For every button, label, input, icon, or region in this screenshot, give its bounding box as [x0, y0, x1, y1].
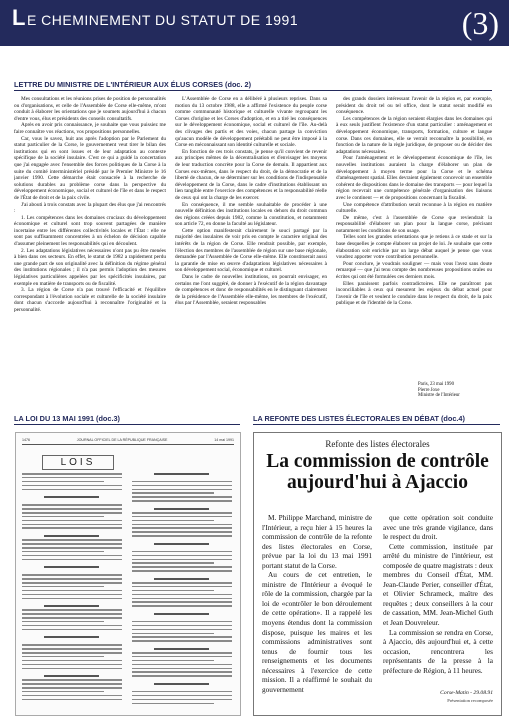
- journal-text-line: [22, 504, 122, 506]
- page-title: [12, 5, 299, 30]
- journal-text-line: [22, 485, 122, 487]
- paragraph: Telles sont les grandes orientations que je retiens à ce stade et sur la base desquelles je compte élaborer un projet de loi. Je souhaite que cette élaboration soit enrichie par un large débat auquel je pense que vous voudrez apporter votre contribution personnelle.: [336, 234, 492, 261]
- letter-column-1: [14, 96, 166, 418]
- paragraph: De même, c'est à l'assemblée de Corse que reviendrait la responsabilité d'élaborer un plan pour la langue corse, précisant notamment les conditions de son usage.: [336, 214, 492, 234]
- journal-text-line: [132, 617, 232, 619]
- journal-text-line: [22, 500, 122, 502]
- journal-text-line: [22, 633, 122, 635]
- clipping-headline: La commission de contrôle aujourd'hui à Ajaccio: [266, 451, 489, 493]
- journal-text-line: [132, 555, 232, 557]
- signature-date: Paris, 23 mai 1990: [418, 382, 454, 387]
- title-initial: L: [12, 5, 26, 30]
- journal-text-line: [132, 485, 232, 487]
- journal-text-line: [22, 609, 122, 611]
- journal-text-line: [132, 566, 232, 568]
- journal-text-line: [132, 660, 214, 662]
- journal-text-line: [132, 574, 232, 576]
- journal-date: 14 mai 1991: [214, 438, 234, 442]
- journal-page-number: 1476: [22, 438, 30, 442]
- journal-text-line: [44, 675, 99, 677]
- journal-text-line: [132, 594, 232, 596]
- journal-text-line: [22, 524, 122, 526]
- journal-header-rule: [22, 444, 234, 445]
- journal-text-line: [22, 539, 122, 541]
- journal-text-line: [132, 489, 232, 491]
- journal-text-line: [132, 582, 232, 584]
- journal-text-line: [22, 516, 104, 518]
- journal-text-line: [22, 687, 122, 689]
- law-heading-rule: [14, 424, 240, 425]
- journal-text-line: [22, 489, 122, 491]
- paragraph: Mes consultations et les réunions prises de position de personnalités ou d'organisations, et celle de l'Assemblée de Corse elle-même, m'ont conduit à élaborer les orientations que je soumets aujourd'hui à chacun d'entre vous, élus et présidents des conseils consultatifs.: [14, 96, 166, 122]
- paragraph: En conséquence, il me semble souhaitable de procéder à une nouvelle définition des institutions locales en dehors du droit commun des régions créées depuis 1982, comme la constitution, et notamment son article 72, en donne la faculté au législateur.: [175, 201, 327, 228]
- journal-text-line: [22, 699, 122, 701]
- paragraph: En fonction de ces trois constats, je pense qu'il convient de revenir aux principes mêmes de la décentralisation et d'envisager les moyens de leur traduction concrète pour la Corse de demain. Il appartient aux Corses eux-mêmes, dans le respect du droit, de la démocratie et de la liberté de chacun, de se déterminer sur les conditions de l'indispensable développement de la Corse, dans le cadre d'institutions établissant un lien tangible entre l'exercice des compétences et la responsabilité réelle de ceux qui ont la charge de les exercer.: [175, 148, 327, 201]
- journal-text-line: [22, 617, 122, 619]
- journal-text-line: [132, 625, 232, 627]
- journal-text-line: [132, 504, 232, 506]
- journal-column-right: [132, 473, 232, 709]
- journal-text-line: [22, 621, 104, 623]
- paragraph: Cette option manifesterait clairement le souci partagé par la majorité des insulaires de voir pris en compte le caractère original des intérêts de la région de Corse. Elle rendrait possible, par exemple, l'élection des membres de l'assemblée de région sur une base régionale, demandée par l'Assemblée de Corse elle-même. Elle constituerait aussi la garantie de mise en œuvre d'adaptations législatives nécessaires à son développement social, économique et culturel.: [175, 227, 327, 274]
- journal-text-line: [44, 535, 99, 537]
- journal-text-line: [22, 703, 122, 705]
- journal-text-line: [22, 629, 122, 631]
- journal-text-line: [22, 644, 122, 646]
- journal-text-line: [132, 496, 232, 498]
- journal-text-line: [132, 640, 232, 642]
- journal-text-line: [132, 524, 232, 526]
- debate-heading: LA REFONTE DES LISTES ÉLECTORALES EN DÉBAT (doc.4): [253, 414, 465, 423]
- page-number-badge: (3): [461, 5, 499, 41]
- journal-text-line: [132, 586, 232, 588]
- journal-text-line: [22, 531, 122, 533]
- title-text: E CHEMINEMENT DU STATUT DE 1991: [26, 12, 299, 28]
- journal-text-line: [22, 543, 122, 545]
- journal-text-line: [22, 594, 122, 596]
- paragraph: Pour conclure, je voudrais souligner — mais vous l'avez sans doute remarqué — que j'ai tenu compte des nombreuses propositions orales ou écrites qui ont été formulées ces derniers mois.: [336, 260, 492, 281]
- paragraph: Car, vous le savez, huit ans après l'adoption par le Parlement du statut particulier de la Corse, le gouvernement veut tirer le bilan des institutions qui en sont issues et de leur adaptation au contexte spécifique de la société insulaire. C'est ce qui a guidé la concertation que j'ai engagée avec l'ensemble des forces politiques de la Corse à la suite du comité interministériel présidé par le Premier Ministre le 16 janvier 1990. Cette démarche était consacrée à la recherche de solutions durables au problème corse dans la perspective du développement économique, social et culturel de l'île et dans le respect de l'État de droit et de la paix civile.: [14, 135, 166, 201]
- clipping-credit: Présentation recomposée: [447, 698, 493, 703]
- paragraph: L'Assemblée de Corse en a délibéré à plusieurs reprises. Dans sa motion du 13 octobre 1988, elle a affirmé l'existence du peuple corse comme communauté historique et culturelle vivante regroupant les Corses d'origine et les Corses d'adoption, et en a tiré les conséquences sur le développement économique, social et culturel de l'île. Au-delà des clivages des partis et des voies, chacun partage la conviction qu'aucun modèle de développement préétabli ne peut être imposé à la Corse en méconnaissant son identité culturelle et sociale.: [175, 96, 327, 149]
- journal-text-line: [22, 590, 122, 592]
- signature-name: Pierre Joxe: [418, 387, 440, 393]
- journal-text-line: [22, 551, 104, 553]
- journal-text-line: [22, 473, 122, 475]
- paragraph: Pour l'aménagement et le développement économique de l'île, les nouvelles institutions auraient la charge d'élaborer un plan de développement à moyen terme pour la Corse et le schéma d'aménagement spatial. Elles devraient également concevoir un ensemble cohérent de dispositions dans le domaine des transports — pour lequel la région recevrait une compétence générale d'organisation des liaisons avec le continent — et de propositions concernant la fiscalité.: [336, 155, 492, 201]
- letter-heading-rule: [14, 90, 492, 91]
- journal-text-line: [22, 582, 122, 584]
- journal-text-line: [154, 508, 209, 510]
- paragraph: Après en avoir pris connaissance, je souhaite que vous puissiez me faire connaître vos réactions, vos propositions personnelles.: [14, 122, 166, 135]
- journal-text-line: [22, 508, 122, 510]
- journal-header: [22, 438, 234, 442]
- journal-text-line: [22, 668, 122, 670]
- journal-text-line: [132, 671, 232, 673]
- journal-text-line: [132, 699, 232, 701]
- journal-text-line: [22, 648, 122, 650]
- page-header: [0, 0, 509, 46]
- journal-text-line: [132, 520, 214, 522]
- journal-text-line: [22, 683, 122, 685]
- journal-title: JOURNAL OFFICIEL DE LA RÉPUBLIQUE FRANÇAISE: [76, 438, 168, 442]
- journal-text-line: [154, 683, 209, 685]
- journal-text-line: [22, 679, 122, 681]
- lois-label: LOIS: [42, 455, 114, 470]
- journal-text-line: [22, 660, 122, 662]
- journal-text-line: [132, 516, 232, 518]
- clipping-column-right: [383, 513, 493, 675]
- journal-text-line: [132, 481, 232, 483]
- journal-text-line: [22, 574, 122, 576]
- journal-text-line: [132, 668, 232, 670]
- journal-text-line: [22, 640, 122, 642]
- journal-text-line: [132, 512, 232, 514]
- journal-text-line: [44, 605, 99, 607]
- journal-text-line: [154, 578, 209, 580]
- journal-text-line: [154, 613, 209, 615]
- clipping-column-left: [262, 513, 372, 694]
- journal-officiel-facsimile: [15, 432, 241, 716]
- debate-heading-rule: [253, 424, 500, 425]
- journal-text-line: [132, 656, 232, 658]
- paragraph: Au cours de cet entretien, le ministre de l'Intérieur a évoqué le rôle de la commission, chargée par la loi de «contrôler le bon déroulement de cette opération». Il a rappelé les moyens étendus dont la commission dispose, puisque les maires et les commissions administratives sont tenus de fournir tous les renseignements et les documents nécessaires à l'exercice de cette mission. Il a réaffirmé le souhait du gouvernement: [262, 570, 372, 694]
- journal-text-line: [22, 527, 122, 529]
- journal-text-line: [132, 477, 232, 479]
- law-heading: LA LOI DU 13 MAI 1991 (doc.3): [14, 414, 120, 423]
- journal-text-line: [22, 586, 104, 588]
- journal-text-line: [22, 598, 122, 600]
- paragraph: des grands dossiers intéressant l'avenir de la région et, par exemple, président du droit tel ou tel office, dont le statut serait modifié en conséquence.: [336, 96, 492, 116]
- paragraph: que cette opération soit conduite avec une très grande vigilance, dans le respect du droit.: [383, 513, 493, 542]
- paragraph: La commission se rendra en Corse, à Ajaccio, dès aujourd'hui et, à cette occasion, rencontrera les représentants de la presse à la préfecture de Région, à 11 heures.: [383, 627, 493, 675]
- journal-column-left: [22, 473, 122, 709]
- journal-text-line: [132, 664, 232, 666]
- journal-text-line: [132, 609, 232, 611]
- journal-text-line: [132, 636, 232, 638]
- journal-text-line: [22, 625, 122, 627]
- journal-text-line: [22, 664, 122, 666]
- journal-text-line: [132, 633, 214, 635]
- journal-text-line: [22, 652, 122, 654]
- journal-text-line: [132, 562, 214, 564]
- paragraph: Les compétences de la région seraient élargies dans les domaines qui à eux seuls justifient l'existence d'un statut particulier : aménagement et développement économique, transports, formation, culture et langue corse. Dans ces domaines, elle se verrait reconnaître la possibilité, en fonction de la nature de la règle juridique, de proposer ou de décider des adaptations nécessaires.: [336, 115, 492, 155]
- journal-text-line: [22, 570, 122, 572]
- paragraph: M. Philippe Marchand, ministre de l'Intérieur, a reçu hier à 15 heures la commission de contrôle de la refonte des listes électorales en Corse, prévue par la loi du 13 mai 1991 portant statut de la Corse.: [262, 513, 372, 570]
- journal-text-line: [132, 539, 232, 541]
- letter-signature: [418, 382, 460, 399]
- journal-text-line: [132, 590, 214, 592]
- journal-text-line: [44, 566, 99, 568]
- journal-text-line: [22, 671, 122, 673]
- letter-column-2: [175, 96, 327, 418]
- journal-text-line: [22, 578, 122, 580]
- journal-text-line: [132, 601, 232, 603]
- letter-heading: LETTRE DU MINISTRE DE L'INTÉRIEUR AUX ÉLUS CORSES (doc. 2): [14, 80, 252, 89]
- journal-text-line: [132, 695, 232, 697]
- journal-text-line: [132, 551, 232, 553]
- journal-text-line: [132, 605, 232, 607]
- paragraph: 1. Les compétences dans les domaines cruciaux du développement économique et culturel sont trop souvent partagées de manière incertaine entre les différentes collectivités locales et l'État : elle ne sont pas suffisamment concentrées à un échelon de décision capable d'assumer pleinement les responsabilités qui en découlent.: [14, 214, 166, 248]
- paragraph: Elles paraissent parfois contradictoires. Elle ne paraîtront pas inconciliables à ceux qui mesurent les enjeux du débat actuel pour l'avenir de l'île et veulent le conduire dans le respect du droit, de la paix publique et de l'identité de la Corse.: [336, 280, 492, 307]
- paragraph: 3. La région de Corse n'a pas trouvé l'efficacité et l'équilibre correspondant à l'évolution sociale et culturelle de la société insulaire dont chacun s'accorde aujourd'hui à reconnaître l'originalité et la personnalité.: [14, 287, 166, 313]
- journal-text-line: [22, 695, 122, 697]
- journal-text-line: [44, 496, 99, 498]
- signature-role: Ministre de l'Intérieur: [418, 393, 460, 399]
- journal-text-line: [22, 477, 122, 479]
- paragraph: Une compétence d'attribution serait reconnue à la région en matière culturelle.: [336, 201, 492, 215]
- clipping-kicker: Refonte des listes électorales: [325, 439, 430, 449]
- journal-text-line: [22, 601, 122, 603]
- press-clipping: [253, 432, 502, 716]
- paragraph: J'ai abouti à trois constats avec la plupart des élus que j'ai rencontrés :: [14, 201, 166, 215]
- journal-text-line: [22, 481, 104, 483]
- journal-text-line: [132, 621, 232, 623]
- journal-text-line: [22, 555, 122, 557]
- journal-text-line: [132, 675, 232, 677]
- journal-text-line: [132, 559, 232, 561]
- paragraph: Cette commission, instituée par arrêté du ministre de l'intérieur, est composée de quatre magistrats : deux membres du Conseil d'État, MM. Jean-Claude Perier, conseiller d'État, et Olivier Schrameck, maître des requêtes ; deux conseillers à la cour de cassation, MM. Jean-Michel Guth et Jean Douvreleur.: [383, 541, 493, 628]
- journal-text-line: [22, 613, 122, 615]
- journal-text-line: [132, 652, 232, 654]
- journal-text-line: [132, 570, 232, 572]
- journal-text-line: [132, 629, 232, 631]
- paragraph: Dans le cadre de nouvelles institutions, on pourrait envisager, en certains me l'ont suggéré, de donner à l'exécutif de la région davantage de compétences et donc de responsabilités en le distinguant clairement de la présidence de l'Assemblée elle-même, les membres de l'exécutif, élus par l'Assemblée, seraient responsables: [175, 274, 327, 307]
- journal-text-line: [132, 531, 232, 533]
- journal-text-line: [22, 691, 104, 693]
- journal-text-line: [22, 562, 122, 564]
- letter-column-3: [336, 96, 492, 380]
- journal-text-line: [154, 473, 209, 475]
- paragraph: 2. Les adaptations législatives nécessaires n'ont pas pu être menées à bien dans ces secteurs. En effet, le statut de 1982 a rapidement perdu une grande part de son originalité avec la définition du régime général des institutions régionales ; il n'a pas permis l'adoption des mesures législatives particulières appelées par les spécificités insulaires, par exemple en matière de transports ou de fiscalité.: [14, 247, 166, 287]
- journal-text-line: [132, 492, 214, 494]
- journal-text-line: [22, 656, 104, 658]
- journal-text-line: [154, 648, 209, 650]
- journal-text-line: [132, 691, 232, 693]
- journal-text-line: [22, 559, 122, 561]
- journal-text-line: [22, 547, 122, 549]
- journal-text-line: [22, 492, 122, 494]
- journal-text-line: [132, 679, 232, 681]
- journal-text-line: [132, 535, 232, 537]
- journal-text-line: [44, 636, 99, 638]
- journal-text-line: [132, 644, 232, 646]
- journal-text-line: [22, 520, 122, 522]
- journal-text-line: [132, 687, 232, 689]
- journal-text-line: [132, 703, 214, 705]
- journal-text-line: [22, 512, 122, 514]
- journal-text-line: [132, 500, 232, 502]
- clipping-source: Corse-Matin - 29.08.91: [440, 690, 493, 696]
- journal-text-line: [132, 547, 232, 549]
- journal-text-line: [154, 543, 209, 545]
- journal-text-line: [132, 598, 232, 600]
- journal-text-line: [132, 527, 232, 529]
